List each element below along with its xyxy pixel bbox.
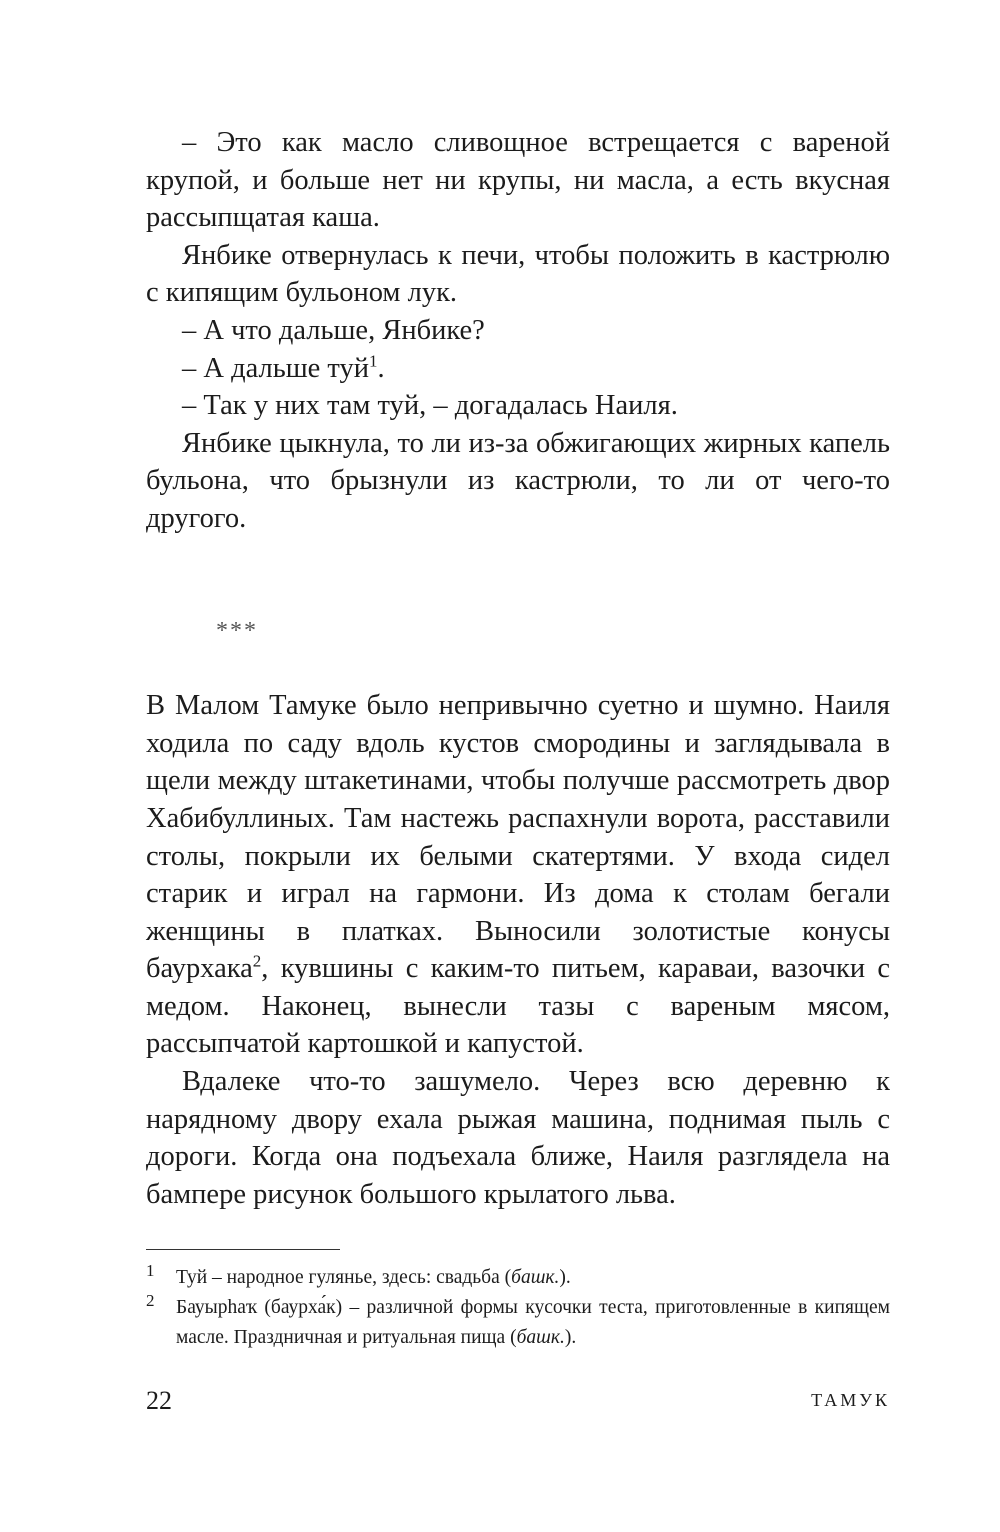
footnote-lang-2: башк.: [516, 1327, 565, 1348]
footnote-1: [146, 1263, 890, 1293]
paragraph-8: Вдалеке что-то зашумело. Через всю деревню к нарядному двору ехала рыжая машина, поднимая пыль с дороги. Когда она подъехала ближе, Наиля разглядела на бампере рисунок большого крылатого льва.: [146, 1066, 890, 1210]
footnote-2: [146, 1293, 890, 1353]
paragraph-2: Янбике отвернулась к печи, чтобы положить в кастрюлю с кипящим бульоном лук.: [146, 239, 890, 309]
section-separator: ***: [216, 617, 258, 644]
section-spacer-bottom: [146, 650, 890, 687]
paragraph-1: – Это как масло сливощное встрещается с вареной крупой, и больше нет ни крупы, ни масла, а есть вкусная рассыпщатая каша.: [146, 127, 890, 234]
paragraph-4-text: – А дальше туй: [182, 352, 370, 384]
paragraph-7-tail: , кувшины с каким-то питьем, караваи, вазочки с медом. Наконец, вынесли тазы с вареным мясом, рассыпчатой картошкой и капустой.: [146, 953, 890, 1060]
running-title: ТАМУК: [811, 1390, 890, 1410]
paragraph-3: – А что дальше, Янбике?: [182, 314, 485, 346]
paragraph-4-tail: .: [377, 352, 385, 384]
paragraph-4: [146, 350, 890, 388]
footnote-number-1: 1: [146, 1261, 155, 1280]
footnote-text-2: Бауырһаҡ (баурха́к) – различной формы кусочки теста, приготовленные в кипящем масле. Праздничная и ритуальная пища (: [176, 1297, 890, 1348]
paragraph-7: [146, 687, 890, 1063]
section-spacer-top: [146, 538, 890, 613]
footnote-number-2: 2: [146, 1291, 155, 1310]
paragraph-5: – Так у них там туй, – догадалась Наиля.: [182, 390, 678, 422]
footnotes: [146, 1263, 890, 1353]
footnote-ref-1: 1: [369, 351, 378, 371]
footnote-text-1: Туй – народное гулянье, здесь: свадьба (: [176, 1267, 512, 1288]
footnote-lang-1: башк.: [511, 1267, 560, 1288]
body-text: [146, 124, 890, 1213]
paragraph-7-text: В Малом Тамуке было непривычно суетно и шумно. Наиля ходила по саду вдоль кустов смородины и заглядывала в щели между штакетинами, чтобы получше рассмотреть двор Хабибуллиных. Там настежь распахнули ворота, расставили столы, покрыли их белыми скатертями. У входа сидел старик и играл на гармони. Из дома к столам бегали женщины в платках. Выносили золотистые конусы баурхака: [146, 690, 890, 985]
footnote-tail-1: ).: [559, 1267, 571, 1288]
footnote-tail-2: ).: [564, 1327, 577, 1348]
paragraph-6: Янбике цыкнула, то ли из-за обжигающих жирных капель бульона, что брызнули из кастрюли, то ли от чего-то другого.: [146, 427, 890, 534]
page-number: 22: [146, 1386, 172, 1415]
footnote-ref-2: 2: [252, 951, 262, 971]
footnote-divider: [146, 1249, 340, 1250]
